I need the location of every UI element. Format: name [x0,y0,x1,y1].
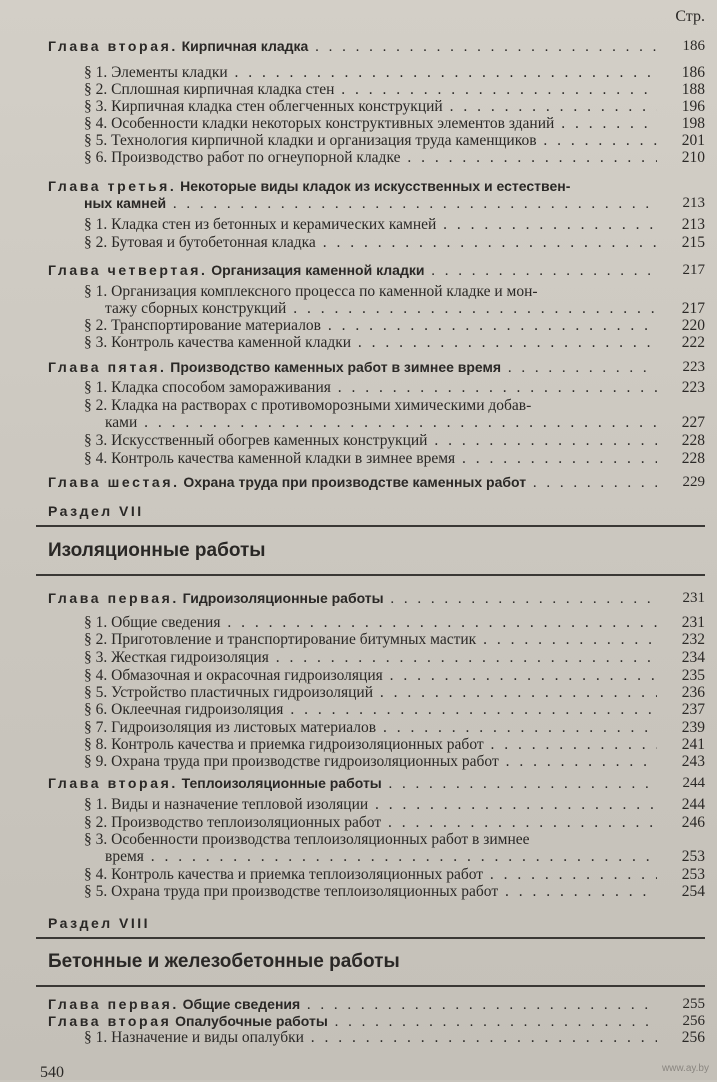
page-ref: 241 [681,736,705,753]
page-ref: 229 [682,474,705,490]
page-ref: 231 [682,590,705,606]
page-ref: 228 [681,450,705,467]
chapter-label: Глава вторая. [48,38,178,54]
chapter-title: Теплоизоляционные работы [181,775,382,791]
page-ref: 232 [681,631,705,648]
item-text: § 2. Бутовая и бутобетонная кладка . . . [84,235,657,251]
item-text: § 5. Охрана труда при производстве теплоизоляционных работ . . . [84,884,657,900]
item-text: § 3. Особенности производства теплоизоляционных работ в зимнее [84,832,530,848]
chapter-label: Глава пятая. [48,359,167,375]
item-text: § 6. Оклеечная гидроизоляция . . . [84,702,657,718]
section-label: Раздел VII [48,503,144,519]
section-rule-top [36,525,705,527]
section-rule-bottom [36,985,705,987]
chapter-title: Охрана труда при производстве каменных работ [183,474,527,490]
page-ref: 215 [681,234,705,251]
page-ref: 243 [681,753,705,770]
chapter-title: Некоторые виды кладок из искусственных и естествен- [180,178,571,194]
item-text: § 2. Сплошная кирпичная кладка стен . . . [84,82,657,98]
page-ref: 222 [681,334,705,351]
chapter-title: Опалубочные работы [175,1013,328,1029]
page-column-header: Стр. [675,8,705,25]
section-title: Изоляционные работы [48,540,266,561]
page-ref: 244 [682,775,705,791]
page-ref: 188 [681,81,705,98]
page-ref: 196 [681,98,705,115]
item-text: § 1. Кладка стен из бетонных и керамических камней . . . [84,217,657,233]
item-text: § 6. Производство работ по огнеупорной кладке . . . [84,150,657,166]
page-ref: 220 [681,317,705,334]
item-text: § 3. Жесткая гидроизоляция . . . [84,650,657,666]
chapter-label: Глава четвертая. [48,262,208,278]
item-text: § 2. Производство теплоизоляционных работ . . . [84,815,657,831]
item-text: § 3. Искусственный обогрев каменных конструкций . . . [84,433,657,449]
item-text: § 1. Элементы кладки . . . [84,65,657,81]
section-rule-top [36,937,705,939]
page-ref: 223 [681,379,705,396]
page-ref: 217 [681,300,705,317]
chapter-title: Организация каменной кладки [211,262,425,278]
section-rule-bottom [36,574,705,576]
chapter-title-cont: ных камней [84,195,167,211]
page-ref: 228 [681,432,705,449]
item-text: § 9. Охрана труда при производстве гидроизоляционных работ . . . [84,754,657,770]
page-ref: 201 [681,132,705,149]
chapter-title: Гидроизоляционные работы [182,590,384,606]
page-ref: 213 [682,195,705,211]
page-ref: 186 [682,38,705,54]
watermark: www.ay.by [661,1063,709,1074]
chapter-label: Глава шестая. [48,474,180,490]
item-text: § 1. Кладка способом замораживания . . . [84,380,657,396]
chapter-label: Глава первая. [48,996,179,1012]
item-text-cont: тажу сборных конструкций . . . [105,301,657,317]
page-ref: 186 [681,64,705,81]
item-text: § 1. Организация комплексного процесса по каменной кладке и мон- [84,284,538,300]
item-text: § 7. Гидроизоляция из листовых материалов . . . [84,720,657,736]
item-text: § 4. Обмазочная и окрасочная гидроизоляция . . . [84,668,657,684]
page-ref: 246 [681,814,705,831]
page-number: 540 [40,1064,64,1081]
page-ref: 213 [681,216,705,233]
page-ref: 254 [681,883,705,900]
page-ref: 223 [682,359,705,375]
section-title: Бетонные и железобетонные работы [48,951,400,972]
item-text: § 2. Кладка на растворах с противоморозными химическими добав- [84,398,532,414]
item-text: § 2. Приготовление и транспортирование битумных мастик . . . [84,632,657,648]
item-text: § 4. Контроль качества каменной кладки в зимнее время . . . [84,451,657,467]
item-text: § 5. Технология кирпичной кладки и организация труда каменщиков . . . [84,133,657,149]
item-text: § 1. Назначение и виды опалубки . . . [84,1030,657,1046]
page-ref: 210 [681,149,705,166]
item-text: § 8. Контроль качества и приемка гидроизоляционных работ . . . [84,737,657,753]
item-text-cont: время . . . [105,849,657,865]
chapter-title: Общие сведения [182,996,301,1012]
item-text: § 4. Контроль качества и приемка теплоизоляционных работ . . . [84,867,657,883]
chapter-label: Глава вторая [48,1013,172,1029]
page-ref: 239 [681,719,705,736]
chapter-title: Кирпичная кладка [181,38,309,54]
section-label: Раздел VIII [48,915,151,931]
item-text: § 1. Виды и назначение тепловой изоляции . . . [84,797,657,813]
item-text: § 4. Особенности кладки некоторых конструктивных элементов зданий . . . [84,116,657,132]
page-ref: 237 [681,701,705,718]
item-text: § 1. Общие сведения . . . [84,615,657,631]
page-ref: 236 [681,684,705,701]
item-text: § 3. Контроль качества каменной кладки . . . [84,335,657,351]
page-ref: 198 [681,115,705,132]
page-ref: 244 [681,796,705,813]
page-ref: 256 [682,1013,705,1029]
item-text: § 5. Устройство пластичных гидроизоляций . . . [84,685,657,701]
page-ref: 253 [681,866,705,883]
item-text: § 2. Транспортирование материалов . . . [84,318,657,334]
page-ref: 253 [681,848,705,865]
chapter-title: Производство каменных работ в зимнее время [170,359,502,375]
page-ref: 227 [681,414,705,431]
chapter-label: Глава третья. [48,178,177,194]
item-text-cont: ками . . . [105,415,657,431]
page-ref: 256 [681,1029,705,1046]
chapter-label: Глава первая. [48,590,179,606]
page-ref: 231 [681,614,705,631]
page-ref: 234 [681,649,705,666]
page-ref: 255 [682,996,705,1012]
page-ref: 217 [682,262,705,278]
page-ref: 235 [681,667,705,684]
item-text: § 3. Кирпичная кладка стен облегченных конструкций . . . [84,99,657,115]
chapter-label: Глава вторая. [48,775,178,791]
